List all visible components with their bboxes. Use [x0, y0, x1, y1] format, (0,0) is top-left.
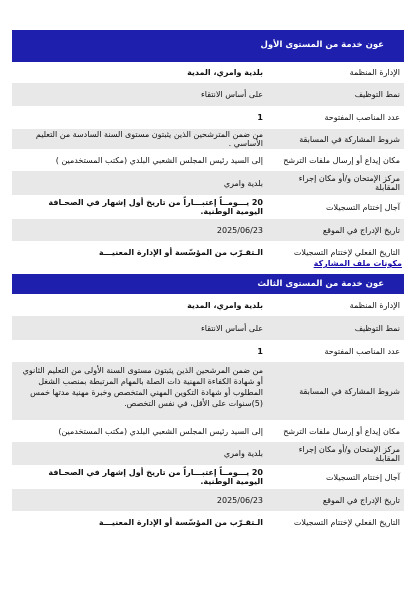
row-label: نمط التوظيف — [354, 323, 400, 333]
row-value: على أساس الانتقاء — [201, 323, 263, 333]
table-row — [12, 340, 404, 362]
row-value: الـتقـرّب من المؤسّسة أو الإدارة المعنيـــة — [98, 248, 263, 257]
row-value: من ضمن المرشحين الذين يثبتون مستوى السنة الأولى من التعليم الثانوي أو شهادة الكفاءة المهنية ذات الصلة بالمهام المرتبطة بمنصب الشغل المطلوب أو شهادة التكوين المهني المتخصص وخبرة مهنية مدتها خمس (5)سنوات على الأقل، في نفس التخصص. — [22, 366, 263, 408]
row-value: إلى السيد رئيس المجلس الشعبي البلدي (مكتب المستخدمين) — [58, 426, 263, 436]
row-label: عدد المناصب المفتوحة — [324, 113, 400, 122]
section-header: عون خدمة من المستوى الأول — [12, 30, 404, 62]
details-table — [12, 62, 404, 264]
row-value: 20 يـــومــاً إعتبـــاراً من تاريخ أول إشهار في الصحـافة اليومية الوطنية. — [48, 468, 263, 486]
row-label: مكان إيداع أو إرسال ملفات الترشح — [283, 426, 400, 436]
table-row — [12, 62, 404, 83]
row-value: الـتقـرّب من المؤسّسة أو الإدارة المعنيـــة — [98, 517, 263, 527]
table-row — [12, 149, 404, 171]
row-label: الإدارة المنظمة — [349, 68, 400, 77]
table-row — [12, 83, 404, 106]
row-label: عدد المناصب المفتوحة — [324, 346, 400, 356]
table-row — [12, 195, 404, 219]
row-label: تاريخ الإدراج في الموقع — [322, 225, 400, 235]
table-row — [12, 106, 404, 129]
row-value: من ضمن المترشحين الذين يثبتون مستوى السنة السادسة من التعليم الأساسي . — [35, 130, 263, 148]
participation-file-components-link[interactable]: مكونات ملف المشاركة — [313, 259, 402, 268]
row-label: مركز الإمتحان و/أو مكان إجراء المقابلة — [298, 174, 400, 192]
row-label: آجال إختتام التسجيلات — [326, 472, 400, 482]
row-label: نمط التوظيف — [354, 90, 400, 99]
row-label: التاريخ الفعلي لإختتام التسجيلات — [293, 517, 400, 527]
row-value: 1 — [257, 113, 263, 122]
row-value: 2025/06/23 — [216, 495, 263, 505]
row-label: مكان إيداع أو إرسال ملفات الترشح — [283, 155, 400, 165]
row-value: بلدية وامري — [223, 178, 263, 188]
table-row — [12, 316, 404, 340]
table-row — [12, 511, 404, 533]
section-service-agent-level-3 — [12, 274, 404, 533]
row-label: شروط المشاركة في المسابقة — [299, 386, 400, 396]
row-label: تاريخ الإدراج في الموقع — [322, 495, 400, 505]
table-row — [12, 489, 404, 511]
table-row — [12, 129, 404, 149]
table-row — [12, 219, 404, 241]
row-label: آجال إختتام التسجيلات — [326, 202, 400, 212]
table-row — [12, 171, 404, 195]
details-table — [12, 294, 404, 533]
section-header: عون خدمة من المستوى الثالث — [12, 274, 404, 294]
table-row — [12, 362, 404, 420]
table-row — [12, 294, 404, 316]
row-label: مركز الإمتحان و/أو مكان إجراء المقابلة — [298, 444, 400, 463]
row-label: التاريخ الفعلي لإختتام التسجيلات — [293, 248, 400, 257]
row-label: شروط المشاركة في المسابقة — [299, 134, 400, 144]
row-value: 2025/06/23 — [216, 225, 263, 235]
table-row — [12, 465, 404, 489]
row-value: 1 — [257, 346, 263, 356]
row-label: الإدارة المنظمة — [349, 300, 400, 310]
row-value: 20 يـــومــاً إعتبـــاراً من تاريخ أول إشهار في الصحـافة اليومية الوطنية. — [48, 198, 263, 216]
row-value: بلدية وامري، المدية — [187, 68, 263, 77]
row-value: بلدية وامري — [223, 449, 263, 458]
table-row — [12, 442, 404, 465]
row-value: بلدية وامري، المدية — [187, 300, 263, 310]
row-value: على أساس الانتقاء — [201, 90, 263, 99]
section-service-agent-level-1 — [12, 30, 404, 264]
table-row — [12, 420, 404, 442]
row-value: إلى السيد رئيس المجلس الشعبي البلدي (مكتب المستخدمين ) — [55, 155, 263, 165]
